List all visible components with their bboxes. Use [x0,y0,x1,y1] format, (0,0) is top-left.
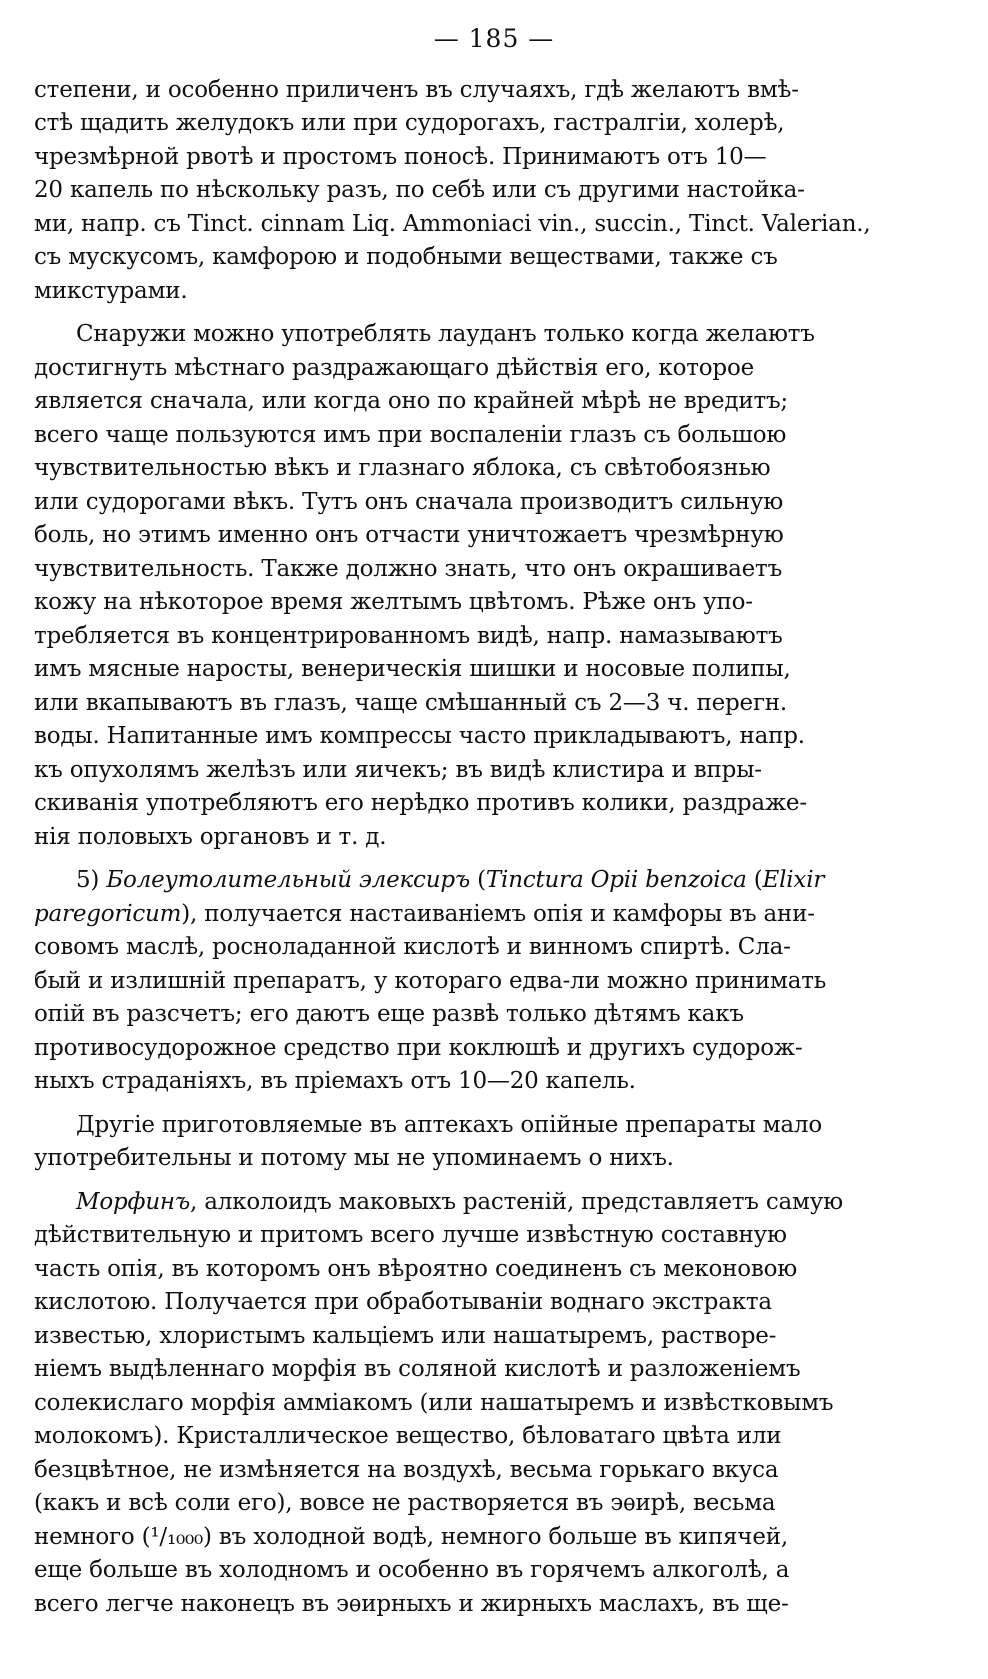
text-line: стѣ щадить желудокъ или при судорогахъ, гастралгіи, холерѣ, [34,110,785,136]
text-line [34,898,954,932]
text-line: дѣйствительную и притомъ всего лучше извѣстную составную [34,1222,787,1248]
text-line: воды. Напитанные имъ компрессы часто прикладываютъ, напр. [34,723,805,749]
text-line: совомъ маслѣ, росноладанной кислотѣ и винномъ спиртѣ. Сла- [34,934,791,960]
term-russian: Болеутолительный элексиръ [106,867,471,893]
term-latin: Tinctura Opii benzoica [485,867,747,893]
text-line: (какъ и всѣ соли его), вовсе не растворяется въ эѳирѣ, весьма [34,1490,776,1516]
paragraph-laudanum-internal-use [34,74,954,309]
text-line: еще больше въ холодномъ и особенно въ горячемъ алкоголѣ, а [34,1557,790,1583]
text-line: Снаружи можно употреблять лауданъ только когда желаютъ [76,321,815,347]
text-line: съ мускусомъ, камфорою и подобными веществами, также съ [34,244,778,270]
text-line: степени, и особенно приличенъ въ случаяхъ, гдѣ желаютъ вмѣ- [34,76,799,103]
text-line: безцвѣтное, не измѣняется на воздухѣ, весьма горькаго вкуса [34,1456,779,1483]
text-line: немного (¹/₁₀₀₀) въ холодной водѣ, немного больше въ кипячей, [34,1523,788,1550]
text-line: употребительны и потому мы не упоминаемъ о нихъ. [34,1145,674,1171]
item-number: 5) [76,867,107,893]
text-line: или вкапываютъ въ глазъ, чаще смѣшанный съ 2—3 ч. перегн. [34,689,788,716]
text-line: боль, но этимъ именно онъ отчасти уничтожаетъ чрезмѣрную [34,522,784,548]
text-line: молокомъ). Кристаллическое вещество, бѣловатаго цвѣта или [34,1423,782,1449]
text-line: Другіе приготовляемые въ аптекахъ опійные препараты мало [76,1111,822,1138]
text-line: всего чаще пользуются имъ при воспаленіи глазъ съ большою [34,421,787,448]
text-line: всего легче наконецъ въ эѳирныхъ и жирныхъ маслахъ, въ ще- [34,1590,789,1617]
text-line: противосудорожное средство при коклюшѣ и другихъ судорож- [34,1034,803,1061]
text-line: ми, напр. съ Tinct. cinnam Liq. Ammoniaci vin., succin., Tinct. Valerian., [34,210,871,237]
text-line: 20 капель по нѣскольку разъ, по себѣ или съ другими настойка- [34,177,805,203]
text-line: требляется въ концентрированномъ видѣ, напр. намазываютъ [34,622,783,649]
text-line [34,864,954,898]
paragraph-morphine [34,1186,954,1622]
text-line: солекислаго морфія аммiакомъ (или нашатыремъ и извѣстковымъ [34,1389,834,1416]
text-line: или судорогами вѣкъ. Тутъ онъ сначала производитъ сильную [34,488,784,515]
text-line: бый и излишній препаратъ, у котораго едва-ли можно принимать [34,967,827,994]
text-line: къ опухолямъ желѣзъ или яичекъ; въ видѣ клистира и впры- [34,756,762,783]
paragraph-paregoric-elixir [34,864,954,1099]
text-line: ныхъ страданіяхъ, въ пріемахъ отъ 10—20 капель. [34,1068,636,1094]
text-line: является сначала, или когда оно по крайней мѣрѣ не вредитъ; [34,388,788,414]
text-line: чувствительность. Также должно знать, что онъ окрашиваетъ [34,555,783,582]
text-line: ніемъ выдѣленнаго морфія въ соляной кислотѣ и разложеніемъ [34,1356,801,1382]
punct: ( [470,867,486,893]
text-line: часть опія, въ которомъ онъ вѣроятно соединенъ съ меконовою [34,1255,798,1282]
text-line: опій въ разсчетъ; его даютъ еще развѣ только дѣтямъ какъ [34,1001,744,1027]
text-line: скиванія употребляютъ его нерѣдко противъ колики, раздраже- [34,790,807,816]
text-line: имъ мясные наросты, венерическія шишки и носовые полипы, [34,656,791,682]
text-line: кожу на нѣкоторое время желтымъ цвѣтомъ. Рѣже онъ упо- [34,589,753,615]
text-line: чувствительностью вѣкъ и глазнаго яблока, съ свѣтобоязнью [34,455,771,481]
text-span: , алколоидъ маковыхъ растеній, представляетъ самую [190,1188,843,1215]
text-line: микстурами. [34,277,188,304]
paragraph-laudanum-external-use [34,318,954,854]
text-span: ), получается настаиваніемъ опія и камфоры въ ани- [181,900,815,927]
text-line: известью, хлористымъ кальціемъ или нашатыремъ, растворе- [34,1322,777,1349]
punct: ( [746,867,763,893]
term-latin-alt: Elixir [762,867,825,893]
term-morphine: Морфинъ [76,1188,191,1215]
page-number: — 185 — [433,24,555,53]
text-line: кислотою. Получается при обработываніи воднаго экстракта [34,1289,772,1315]
text-line [34,1186,954,1220]
text-line: достигнуть мѣстнаго раздражающаго дѣйствія его, которое [34,354,755,381]
text-line: нія половыхъ органовъ и т. д. [34,823,387,850]
term-latin-alt-cont: paregoricum [34,900,182,927]
paragraph-other-preparations [34,1109,954,1176]
text-line: чрезмѣрной рвотѣ и простомъ поносѣ. Принимаютъ отъ 10— [34,143,767,170]
